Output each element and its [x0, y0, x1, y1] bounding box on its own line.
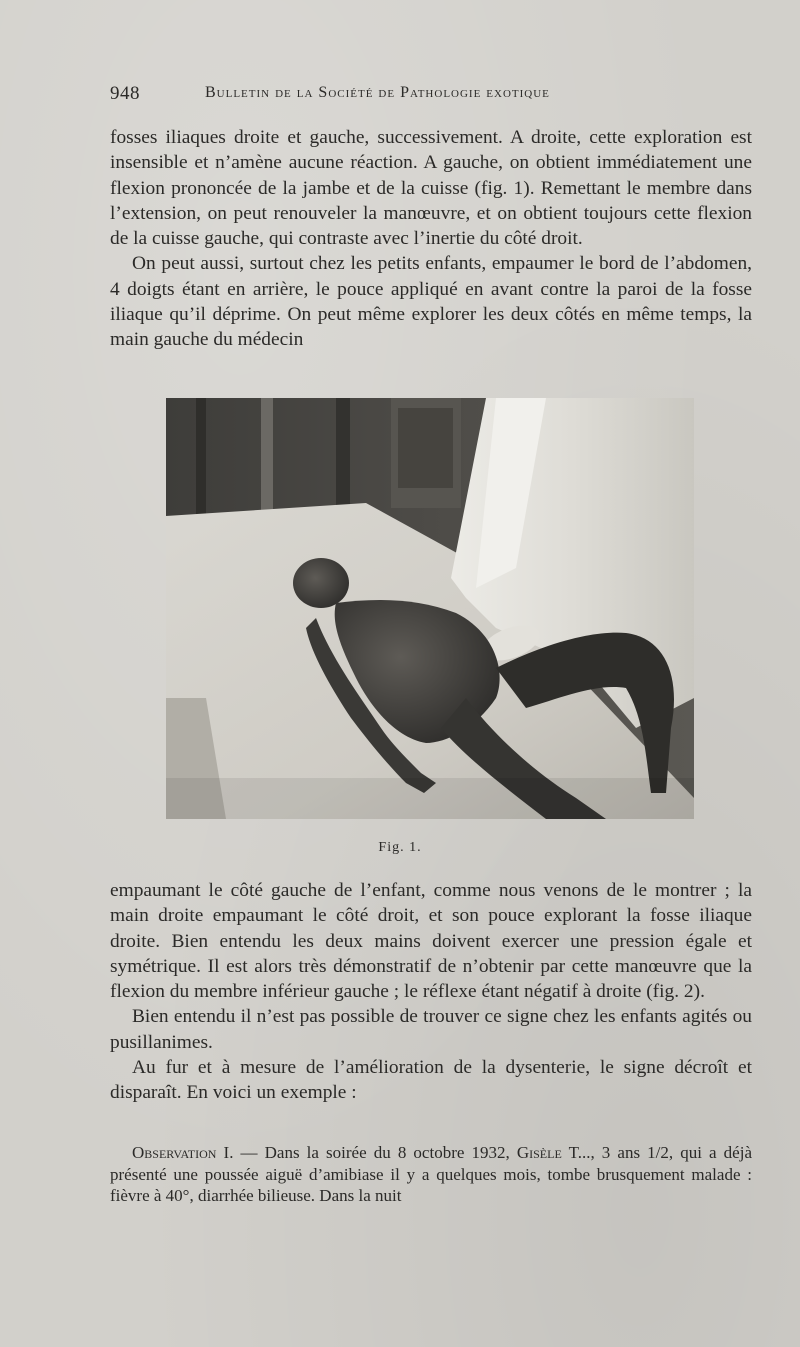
observation-label: Observation I.: [132, 1143, 234, 1162]
paragraph: Bien entendu il n’est pas possible de trouver ce signe chez les enfants agités ou pusillanimes.: [110, 1006, 752, 1053]
figure-photograph: [166, 398, 694, 819]
running-header: [110, 83, 670, 107]
observation-text: , 3 ans 1/2, qui a déjà présenté une poussée aiguë d’amibiase il y a quelques mois, tombe brusquement malade : fièvre à 40°, diarrhée bilieuse. Dans la nuit: [110, 1143, 752, 1205]
observation-note: [110, 1142, 752, 1207]
body-text-bottom: [110, 878, 752, 1106]
paragraph: On peut aussi, surtout chez les petits enfants, empaumer le bord de l’abdomen, 4 doigts étant en arrière, le pouce appliqué en avant contre la paroi de la fosse iliaque qu’il déprime. On peut même explorer les deux côtés en même temps, la main gauche du médecin: [110, 253, 752, 351]
paragraph: fosses iliaques droite et gauche, successivement. A droite, cette exploration est insensible et n’amène aucune réaction. A gauche, on obtient immédiatement une flexion prononcée de la jambe et de la cuisse (fig. 1). Remettant le membre dans l’extension, on peut renouveler la manœuvre, et on obtient toujours cette flexion de la cuisse gauche, qui contraste avec l’inertie du côté droit.: [110, 127, 752, 250]
figure-caption: Fig. 1.: [378, 840, 422, 855]
patient-name: Gisèle T...: [516, 1143, 591, 1162]
body-text-top: [110, 125, 752, 353]
paragraph: empaumant le côté gauche de l’enfant, comme nous venons de le montrer ; la main droite empaumant le côté droit, et son pouce explorant la fosse iliaque droite. Bien entendu les deux mains doivent exercer une pression égale et symétrique. Il est alors très démonstratif de n’obtenir par cette manœuvre que la flexion du membre inférieur gauche ; le réflexe étant négatif à droite (fig. 2).: [110, 880, 752, 1003]
page-number: 948: [110, 83, 140, 104]
running-title: Bulletin de la Société de Pathologie exotique: [205, 84, 550, 101]
observation-text: — Dans la soirée du 8 octobre 1932,: [233, 1143, 517, 1162]
photo-child-examination: [166, 398, 694, 819]
paragraph: Au fur et à mesure de l’amélioration de la dysenterie, le signe décroît et disparaît. En voici un exemple :: [110, 1057, 752, 1104]
